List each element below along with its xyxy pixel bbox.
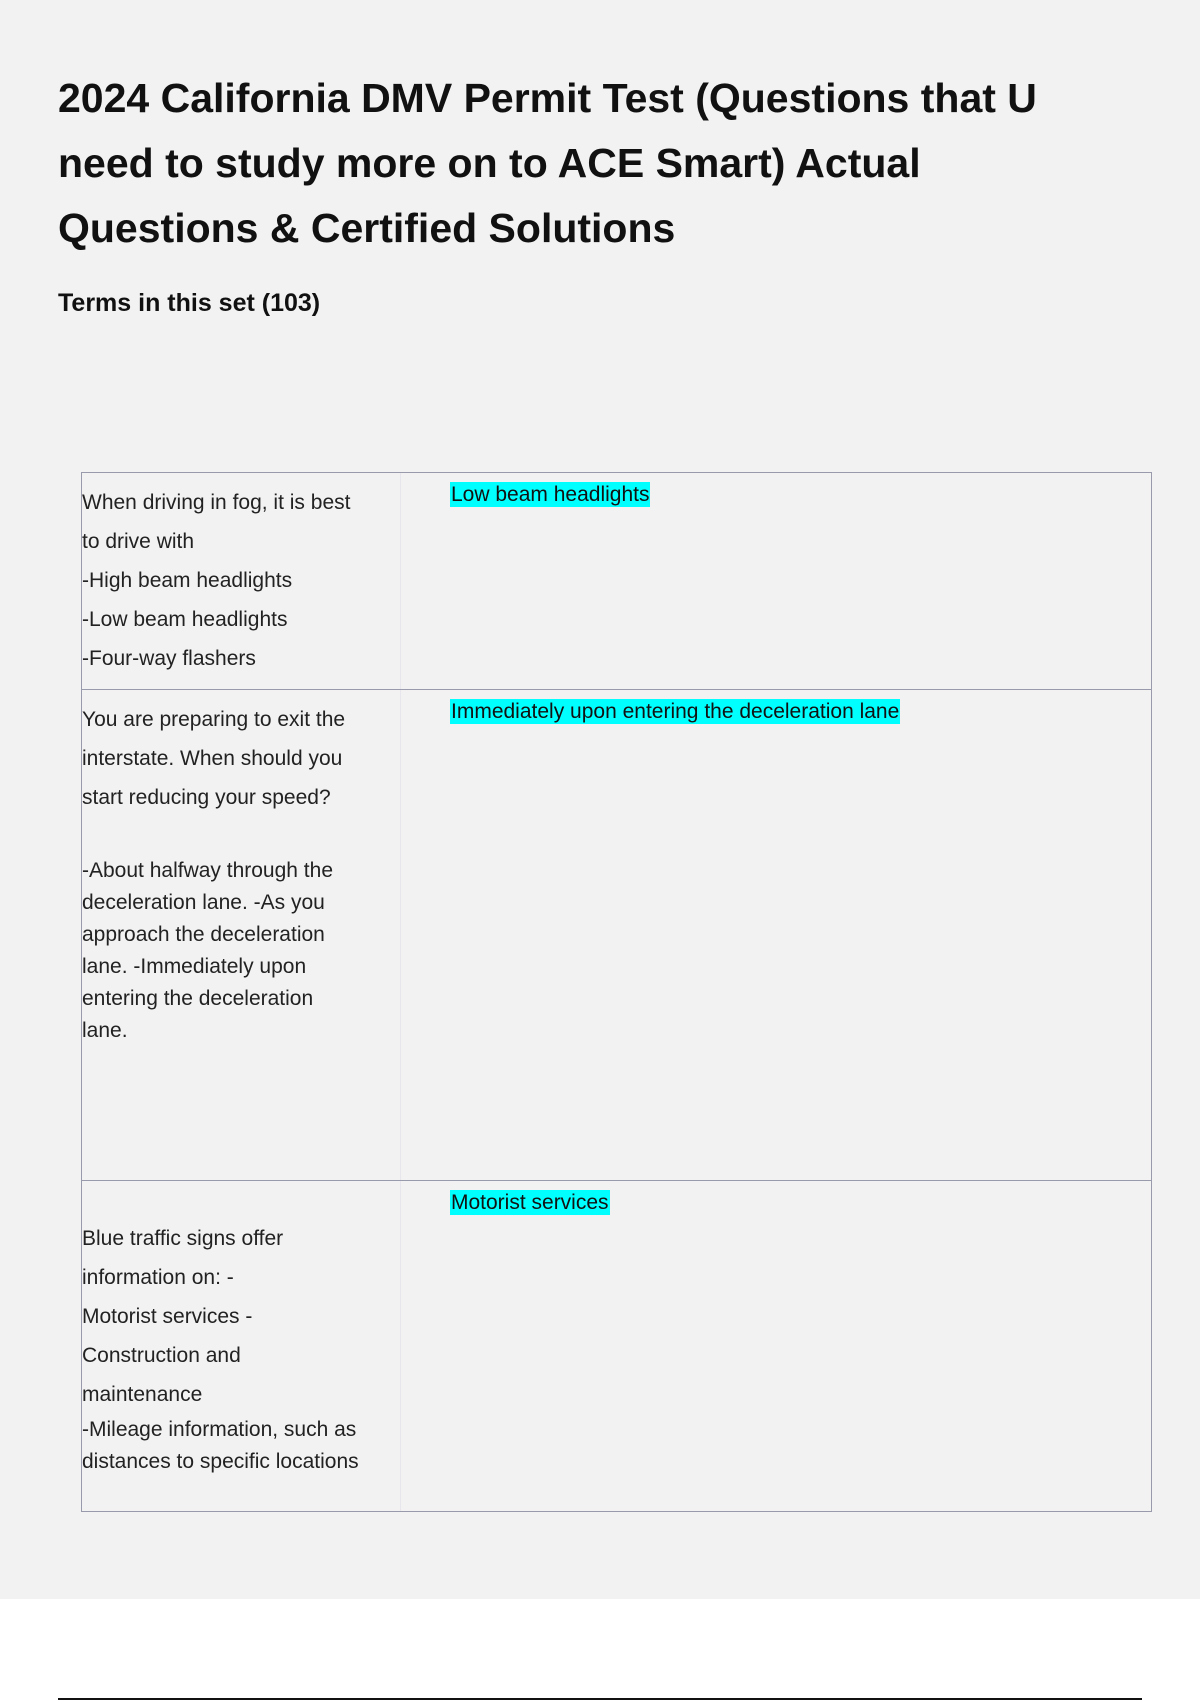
question-option: Motorist services -	[82, 1305, 253, 1328]
question-text: start reducing your speed?	[82, 786, 331, 809]
question-option: approach the deceleration	[82, 923, 325, 946]
question-text: Blue traffic signs offer	[82, 1227, 284, 1250]
question-option: distances to specific locations	[82, 1450, 359, 1473]
question-option: lane.	[82, 1019, 128, 1042]
answer-highlight: Immediately upon entering the deceleration lane	[451, 700, 900, 723]
table-row	[82, 689, 1151, 1180]
question-option: -Low beam headlights	[82, 608, 288, 631]
question-option: entering the deceleration	[82, 987, 314, 1010]
answer-highlight: Low beam headlights	[451, 483, 650, 506]
table-row	[82, 1180, 1151, 1511]
answer-highlight: Motorist services	[451, 1191, 609, 1214]
question-option: Construction and	[82, 1344, 241, 1367]
flashcard-table	[81, 472, 1152, 1512]
question-cell	[82, 473, 401, 689]
question-option: maintenance	[82, 1383, 203, 1406]
question-text: When driving in fog, it is best	[82, 491, 351, 514]
question-option: deceleration lane. -As you	[82, 891, 325, 914]
terms-count-heading: Terms in this set (103)	[58, 289, 321, 317]
question-text: information on: -	[82, 1266, 234, 1289]
question-option: -Mileage information, such as	[82, 1418, 357, 1441]
answer-cell	[401, 473, 1151, 689]
answer-cell	[401, 690, 1151, 1180]
question-option: lane. -Immediately upon	[82, 955, 307, 978]
document-title: 2024 California DMV Permit Test (Questions that U need to study more on to ACE Smart) Actual Questions & Certified Solutions	[58, 75, 1037, 251]
question-option: -Four-way flashers	[82, 647, 256, 670]
question-option: -High beam headlights	[82, 569, 293, 592]
question-cell	[82, 690, 401, 1180]
question-option: -About halfway through the	[82, 859, 333, 882]
question-text: to drive with	[82, 530, 195, 553]
table-row	[82, 473, 1151, 689]
answer-cell	[401, 1181, 1151, 1511]
question-text: interstate. When should you	[82, 747, 343, 770]
question-text: You are preparing to exit the	[82, 708, 346, 731]
question-cell	[82, 1181, 401, 1511]
